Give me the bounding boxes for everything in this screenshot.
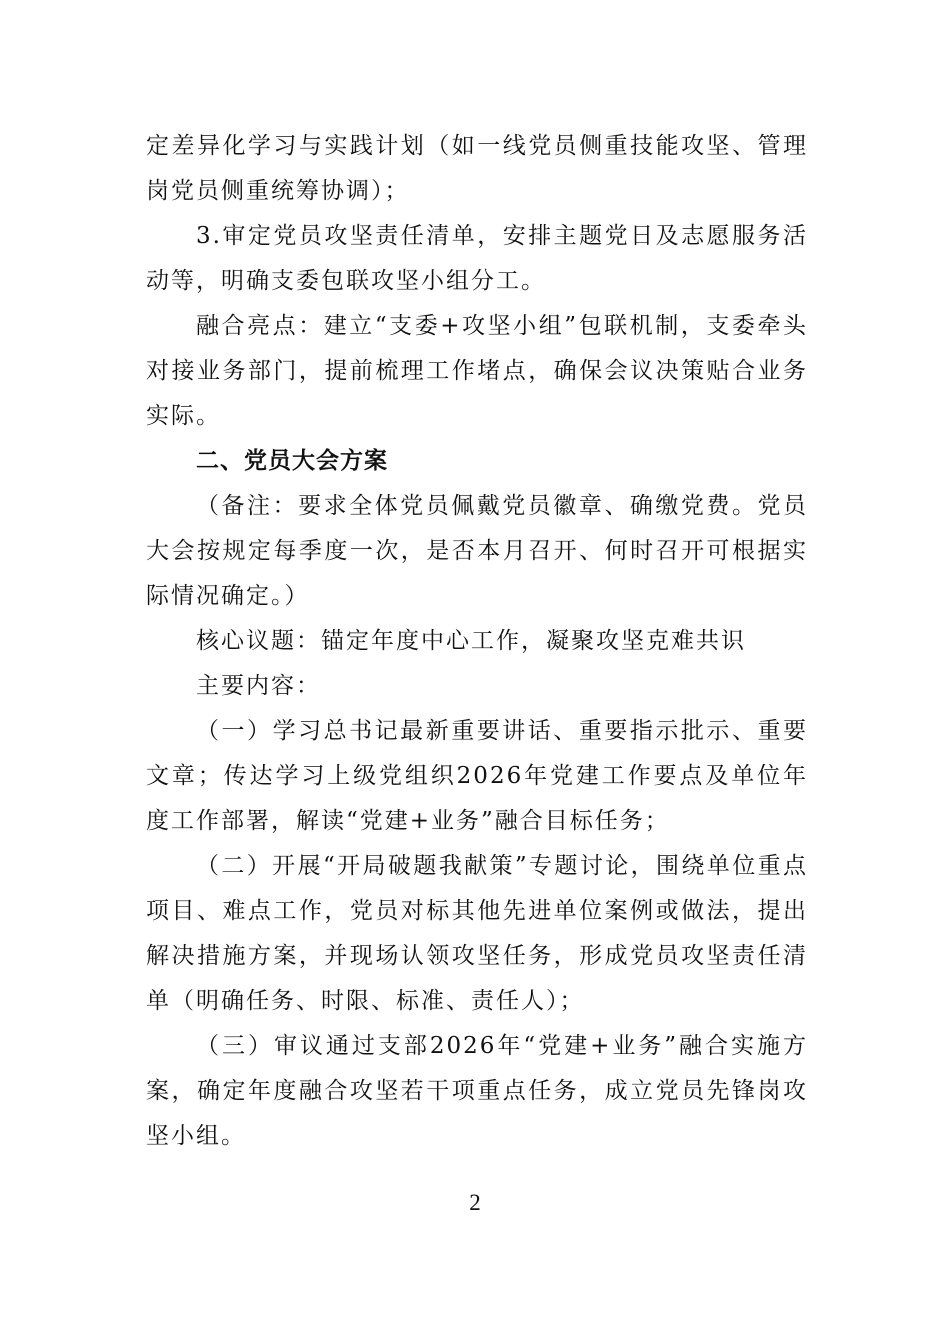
paragraph-item-3: 3.审定党员攻坚责任清单，安排主题党日及志愿服务活动等，明确支委包联攻坚小组分工。 — [146, 223, 808, 294]
paragraph-highlight: 融合亮点：建立“支委+攻坚小组”包联机制，支委牵头对接业务部门，提前梳理工作堵点，确保会议决策贴合业务实际。 — [146, 313, 808, 429]
document-body — [146, 124, 808, 1159]
page-number: 2 — [469, 1190, 481, 1215]
paragraph-note: （备注：要求全体党员佩戴党员徽章、确缴党费。党员大会按规定每季度一次，是否本月召开、何时召开可根据实际情况确定。） — [146, 493, 808, 609]
paragraph-continued-plan: 定差异化学习与实践计划（如一线党员侧重技能攻坚、管理岗党员侧重统筹协调）； — [146, 133, 808, 204]
paragraph-core-topic: 核心议题：锚定年度中心工作，凝聚攻坚克难共识 — [196, 628, 746, 654]
paragraph-content-item-3: （三）审议通过支部2026年“党建+业务”融合实施方案，确定年度融合攻坚若干项重点任务，成立党员先锋岗攻坚小组。 — [146, 1033, 808, 1149]
paragraph-content-item-2: （二）开展“开局破题我献策”专题讨论，围绕单位重点项目、难点工作，党员对标其他先进单位案例或做法，提出解决措施方案，并现场认领攻坚任务，形成党员攻坚责任清单（明确任务、时限、标准、责任人）； — [146, 853, 808, 1014]
paragraph-content-item-1: （一）学习总书记最新重要讲话、重要指示批示、重要文章；传达学习上级党组织2026年党建工作要点及单位年度工作部署，解读“党建+业务”融合目标任务； — [146, 718, 808, 834]
section-heading: 二、党员大会方案 — [196, 448, 388, 474]
paragraph-main-content-label: 主要内容： — [196, 673, 321, 699]
